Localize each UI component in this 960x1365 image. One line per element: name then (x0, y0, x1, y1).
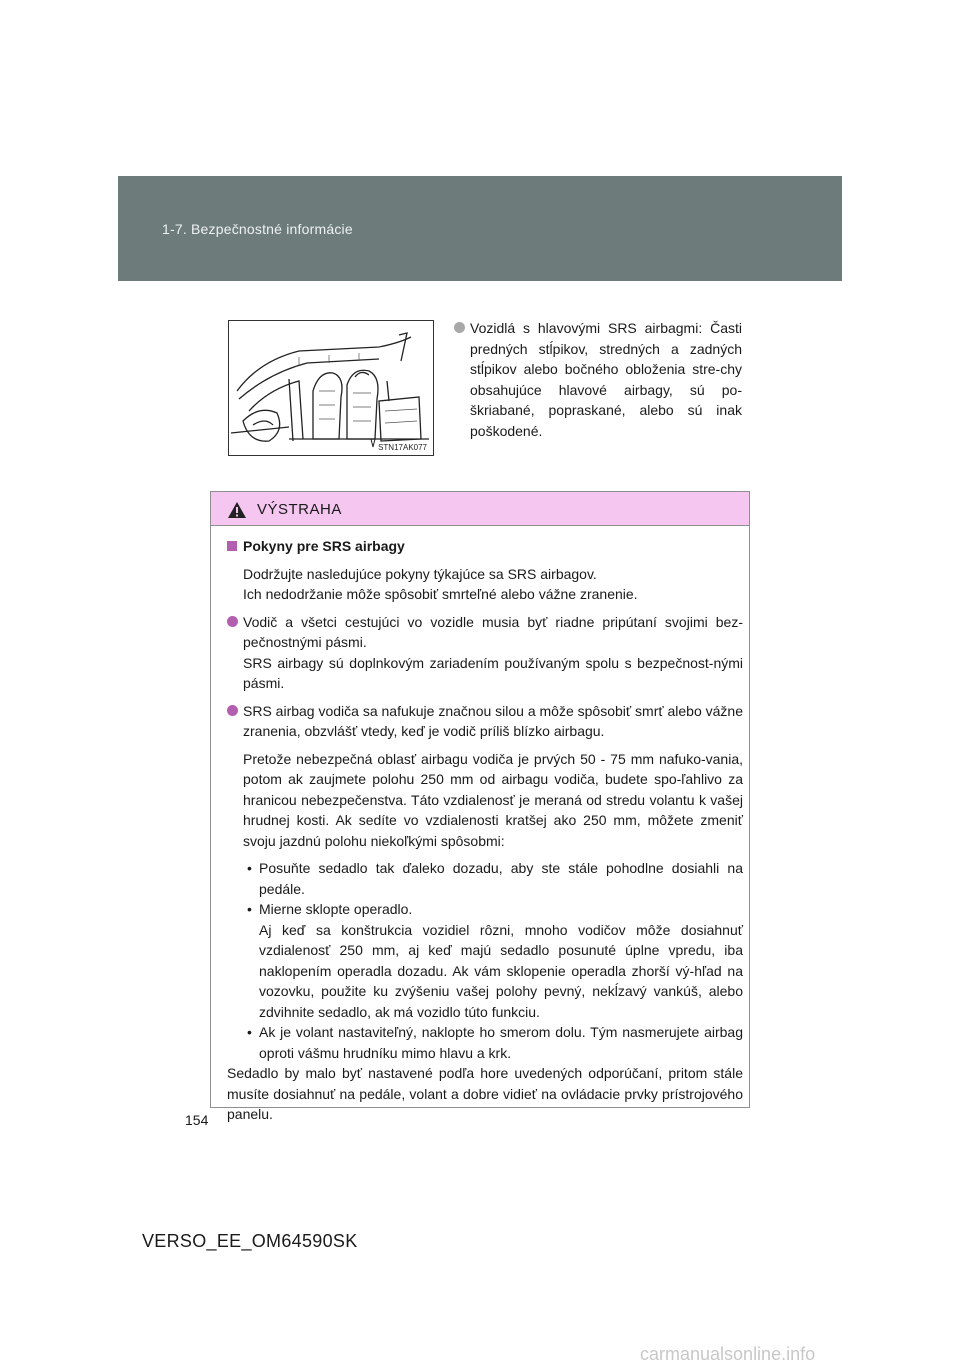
closing-text: Sedadlo by malo byť nastavené podľa hore uvedených odporúčaní, pritom stále musíte dosiahnuť na pedále, volant a dobre vidieť na ovládacie prvky prístrojového panelu. (227, 1065, 743, 1122)
sub2-text-b: Aj keď sa konštrukcia vozidiel rôzni, mnoho vodičov môže dosiahnuť vzdialenosť 250 mm, aj keď majú sedadlo posunuté úplne vpredu, iba naklopením operadla dozadu. Ak vám sklopenie operadla zhorší vý-hľad na vozovku, použite ku zvýšeniu vašej polohy pevný, nekĺzavý vankúš, alebo zdvihnite sedadlo, ak má vozidlo túto funkciu. (259, 921, 743, 1020)
footer-code: VERSO_EE_OM64590SK (142, 1231, 358, 1251)
bullet-dot-icon (227, 705, 238, 716)
square-bullet-icon (227, 541, 237, 551)
warning-body (227, 536, 743, 1125)
header-band (118, 176, 842, 281)
warning-heading: Pokyny pre SRS airbagy (243, 538, 405, 554)
list-item (227, 612, 743, 694)
sub-item (227, 1022, 743, 1063)
figure-code: STN17AK077 (378, 443, 427, 452)
warning-box (210, 491, 750, 1122)
bullet-dot-icon (454, 322, 465, 333)
warning-header (211, 492, 749, 526)
bullet-dot-icon (227, 616, 238, 627)
item2-text-b: Pretože nebezpečná oblasť airbagu vodiča je prvých 50 - 75 mm nafuko-vania, potom ak zaujmete polohu 250 mm od airbagu vodiča, budete spo-ľahlivo za hranicou nebezpečenstva. Táto vzdialenosť je meraná od stredu volantu k vašej hrudnej kosti. Ak sedíte vo vzdialenosti kratšej ako 250 mm, môžete zmeniť svoju jazdnú polohu niekoľkými spôsobmi: (243, 750, 743, 849)
watermark: carmanualsonline.info (640, 1344, 816, 1364)
note-item (454, 318, 742, 441)
sub3-text: Ak je volant nastaviteľný, naklopte ho smerom dolu. Tým nasmerujete airbag oproti vášmu hrudníku mimo hlavu a krk. (259, 1024, 743, 1061)
warning-triangle-icon (227, 501, 247, 519)
car-interior-illustration (228, 320, 434, 456)
sub-bullet: • (247, 860, 252, 876)
item2-text-a: SRS airbag vodiča sa nafukuje značnou silou a môže spôsobiť smrť alebo vážne zranenia, obzvlášť vtedy, keď je vodič príliš blízko airbagu. (243, 702, 744, 739)
item1-text-a: Vodič a všetci cestujúci vo vozidle musia byť riadne pripútaní svojimi bez-pečnostnými pásmi. (243, 613, 743, 650)
intro-line-2: Ich nedodržanie môže spôsobiť smrteľné alebo vážne zranenie. (243, 586, 638, 602)
intro-line-1: Dodržujte nasledujúce pokyny týkajúce sa SRS airbagov. (243, 565, 597, 582)
section-title: 1-7. Bezpečnostné informácie (162, 221, 353, 237)
warning-title: VÝSTRAHA (257, 501, 342, 518)
sub-item (227, 858, 743, 899)
sub-item (227, 899, 743, 1022)
note-text: Vozidlá s hlavovými SRS airbagmi: Časti predných stĺpikov, stredných a zadných stĺpikov alebo bočného obloženia stre-chy obsahujúce hlavové airbagy, sú po-škriabané, popraskané, alebo sú inak poškodené. (470, 320, 742, 439)
sub-bullet: • (247, 1024, 252, 1040)
item1-text-b: SRS airbagy sú doplnkovým zariadením používaným spolu s bezpečnost-nými pásmi. (243, 654, 743, 691)
page-number: 154 (185, 1112, 209, 1128)
sub2-text-a: Mierne sklopte operadlo. (259, 901, 413, 917)
car-interior-drawing (229, 321, 433, 455)
warning-heading-line (227, 536, 743, 557)
sub-bullet: • (247, 901, 252, 917)
sub1-text: Posuňte sedadlo tak ďaleko dozadu, aby ste stále pohodlne dosiahli na pedále. (259, 860, 743, 897)
list-item (227, 701, 743, 852)
